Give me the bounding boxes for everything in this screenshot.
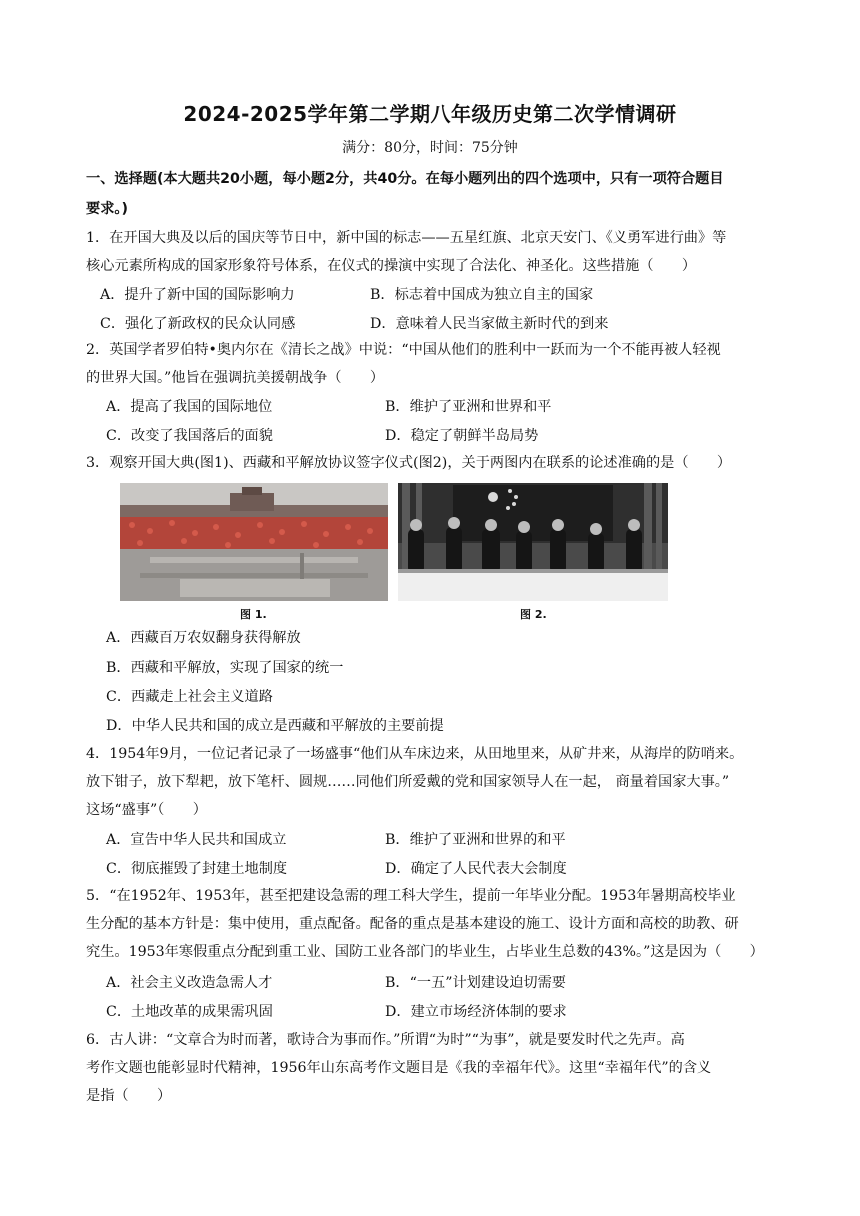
question-4-option-c: C．彻底摧毁了封建土地制度 bbox=[106, 861, 288, 877]
question-3-stem: 3．观察开国大典(图1)、西藏和平解放协议签字仪式(图2)，关于两图内在联系的论述准确的是（ ） bbox=[86, 455, 732, 471]
question-2-option-d: D．稳定了朝鲜半岛局势 bbox=[385, 428, 539, 444]
figure-1-caption: 图 1. bbox=[240, 608, 267, 621]
question-3-option-b: B．西藏和平解放，实现了国家的统一 bbox=[106, 660, 344, 676]
question-1-option-b: B．标志着中国成为独立自主的国家 bbox=[370, 287, 594, 303]
question-2-option-a: A．提高了我国的国际地位 bbox=[106, 399, 273, 415]
question-3-option-d: D．中华人民共和国的成立是西藏和平解放的主要前提 bbox=[106, 718, 444, 734]
question-2-stem: 2．英国学者罗伯特•奥内尔在《清长之战》中说：“中国从他们的胜利中一跃而为一个不能再被人轻视 bbox=[86, 342, 721, 358]
question-1-stem-cont: 核心元素所构成的国家形象符号体系，在仪式的操演中实现了合法化、神圣化。这些措施（ ） bbox=[86, 258, 697, 274]
question-6-stem: 6．古人讲：“文章合为时而著，歌诗合为事而作。”所谓“为时”“为事”，就是要发时代之先声。高 bbox=[86, 1032, 685, 1048]
question-5-stem: 5．“在1952年、1953年，甚至把建设急需的理工科大学生，提前一年毕业分配。1953年暑期高校毕业 bbox=[86, 888, 736, 904]
question-4-option-a: A．宣告中华人民共和国成立 bbox=[106, 832, 287, 848]
question-2-option-b: B．维护了亚洲和世界和平 bbox=[385, 399, 552, 415]
figure-1-founding-ceremony-photo bbox=[120, 483, 388, 601]
question-4-stem-cont2: 这场“盛事”（ ） bbox=[86, 802, 207, 818]
question-2-option-c: C．改变了我国落后的面貌 bbox=[106, 428, 273, 444]
question-4-option-d: D．确定了人民代表大会制度 bbox=[385, 861, 567, 877]
exam-title: 2024-2025学年第二学期八年级历史第二次学情调研 bbox=[183, 102, 677, 126]
question-1-stem: 1．在开国大典及以后的国庆等节日中，新中国的标志——五星红旗、北京天安门、《义勇军进行曲》等 bbox=[86, 230, 727, 246]
question-4-stem: 4．1954年9月，一位记者记录了一场盛事“他们从车床边来，从田地里来，从矿井来，从海岸的防哨来。 bbox=[86, 746, 744, 762]
question-1-option-c: C．强化了新政权的民众认同感 bbox=[100, 316, 296, 332]
question-6-stem-cont: 考作文题也能彰显时代精神，1956年山东高考作文题目是《我的幸福年代》。这里“幸福年代”的含义 bbox=[86, 1060, 712, 1076]
exam-subtitle: 满分：80分，时间：75分钟 bbox=[342, 140, 518, 156]
figure-2-tibet-signing-photo bbox=[398, 483, 668, 601]
question-1-option-a: A．提升了新中国的国际影响力 bbox=[100, 287, 295, 303]
question-2-stem-cont: 的世界大国。”他旨在强调抗美援朝战争（ ） bbox=[86, 370, 385, 386]
question-3-option-c: C．西藏走上社会主义道路 bbox=[106, 689, 273, 705]
question-5-option-c: C．土地改革的成果需巩固 bbox=[106, 1004, 273, 1020]
question-5-option-b: B．“一五”计划建设迫切需要 bbox=[385, 975, 566, 991]
question-6-stem-cont2: 是指（ ） bbox=[86, 1088, 172, 1104]
question-3-option-a: A．西藏百万农奴翻身获得解放 bbox=[106, 630, 301, 646]
question-5-stem-cont2: 究生。1953年寒假重点分配到重工业、国防工业各部门的毕业生，占毕业生总数的43%。”这是因为（ ） bbox=[86, 944, 764, 960]
question-5-option-a: A．社会主义改造急需人才 bbox=[106, 975, 273, 991]
section-heading: 一、选择题(本大题共20小题，每小题2分，共40分。在每小题列出的四个选项中，只有一项符合题目 bbox=[86, 171, 724, 187]
question-5-stem-cont: 生分配的基本方针是：集中使用，重点配备。配备的重点是基本建设的施工、设计方面和高校的助教、研 bbox=[86, 916, 739, 932]
figure-2-caption: 图 2. bbox=[520, 608, 547, 621]
question-4-stem-cont: 放下钳子，放下犁耙，放下笔杆、圆规……同他们所爱戴的党和国家领导人在一起， 商量着国家大事。” bbox=[86, 774, 730, 790]
section-heading-cont: 要求。) bbox=[86, 201, 128, 217]
question-1-option-d: D．意味着人民当家做主新时代的到来 bbox=[370, 316, 609, 332]
question-4-option-b: B．维护了亚洲和世界的和平 bbox=[385, 832, 566, 848]
question-5-option-d: D．建立市场经济体制的要求 bbox=[385, 1004, 567, 1020]
